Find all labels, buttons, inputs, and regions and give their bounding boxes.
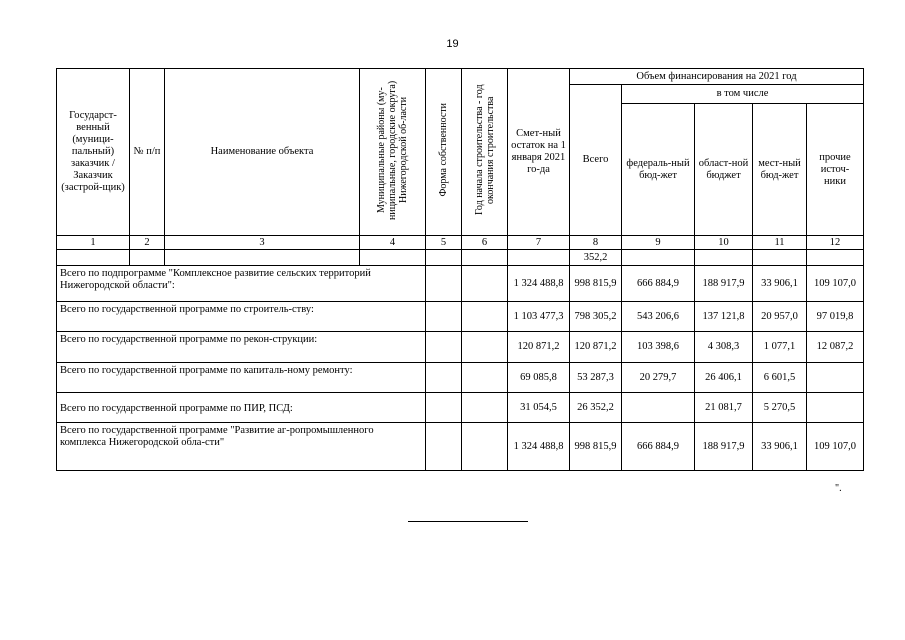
row-other: 109 107,0 — [807, 266, 864, 302]
separator-line — [408, 521, 528, 522]
row-estimate: 120 871,2 — [508, 332, 570, 363]
table-row — [57, 423, 864, 471]
header-local: мест-ный бюд-жет — [753, 104, 807, 236]
row-regional: 188 917,9 — [695, 423, 753, 471]
col-number: 11 — [753, 236, 807, 250]
table-row — [57, 332, 864, 363]
header-customer: Государст-венный (муници-пальный) заказчик / Заказчик (застрой-щик) — [57, 69, 130, 236]
row-total: 998 815,9 — [570, 266, 622, 302]
carry-total: 352,2 — [570, 250, 622, 266]
header-object-name: Наименование объекта — [165, 69, 360, 236]
row-other — [807, 363, 864, 393]
header-federal: федераль-ный бюд-жет — [622, 104, 695, 236]
row-federal: 666 884,9 — [622, 266, 695, 302]
row-estimate: 31 054,5 — [508, 393, 570, 423]
row-local: 5 270,5 — [753, 393, 807, 423]
row-total: 26 352,2 — [570, 393, 622, 423]
column-numbers-row — [57, 236, 864, 250]
row-federal: 666 884,9 — [622, 423, 695, 471]
table-row — [57, 393, 864, 423]
row-total: 120 871,2 — [570, 332, 622, 363]
row-name: Всего по государственной программе по рекон-струкции: — [57, 332, 426, 363]
row-name: Всего по государственной программе по капиталь-ному ремонту: — [57, 363, 426, 393]
page-number: 19 — [446, 38, 459, 50]
header-regional: област-ной бюджет — [695, 104, 753, 236]
header-other: прочие источ-ники — [807, 104, 864, 236]
header-funding-group: Объем финансирования на 2021 год — [570, 69, 864, 85]
row-other: 97 019,8 — [807, 302, 864, 332]
col-number: 12 — [807, 236, 864, 250]
carry-over-row — [57, 250, 864, 266]
table-row — [57, 266, 864, 302]
table-row — [57, 302, 864, 332]
row-federal: 543 206,6 — [622, 302, 695, 332]
header-ownership-text: Форма собственности — [438, 103, 449, 197]
row-regional: 188 917,9 — [695, 266, 753, 302]
row-total: 998 815,9 — [570, 423, 622, 471]
header-including: в том числе — [622, 85, 864, 104]
header-municipal-districts-text: Муниципальные районы (му-ниципальные, городские округа) Нижегородской об-ласти — [376, 80, 409, 220]
row-local: 33 906,1 — [753, 423, 807, 471]
row-name: Всего по государственной программе "Развитие аг-ропромышленного комплекса Нижегородской обла-сти" — [57, 423, 426, 471]
col-number: 9 — [622, 236, 695, 250]
row-total: 53 287,3 — [570, 363, 622, 393]
row-estimate: 1 103 477,3 — [508, 302, 570, 332]
col-number: 8 — [570, 236, 622, 250]
row-local: 6 601,5 — [753, 363, 807, 393]
financing-table — [56, 68, 864, 471]
row-regional: 21 081,7 — [695, 393, 753, 423]
row-other — [807, 393, 864, 423]
row-federal: 20 279,7 — [622, 363, 695, 393]
row-other: 109 107,0 — [807, 423, 864, 471]
col-number: 10 — [695, 236, 753, 250]
col-number: 4 — [360, 236, 426, 250]
row-name: Всего по государственной программе по ПИР, ПСД: — [57, 393, 426, 423]
row-regional: 4 308,3 — [695, 332, 753, 363]
row-name: Всего по государственной программе по строитель-ству: — [57, 302, 426, 332]
row-total: 798 305,2 — [570, 302, 622, 332]
col-number: 7 — [508, 236, 570, 250]
row-local: 1 077,1 — [753, 332, 807, 363]
row-local: 33 906,1 — [753, 266, 807, 302]
closing-quote-mark: ". — [835, 483, 842, 494]
row-local: 20 957,0 — [753, 302, 807, 332]
header-municipal-districts — [360, 69, 426, 236]
header-ownership — [426, 69, 462, 236]
col-number: 6 — [462, 236, 508, 250]
row-regional: 26 406,1 — [695, 363, 753, 393]
col-number: 3 — [165, 236, 360, 250]
row-estimate: 1 324 488,8 — [508, 266, 570, 302]
col-number: 1 — [57, 236, 130, 250]
col-number: 2 — [130, 236, 165, 250]
row-estimate: 69 085,8 — [508, 363, 570, 393]
header-estimate-balance: Смет-ный остаток на 1 января 2021 го-да — [508, 69, 570, 236]
row-federal: 103 398,6 — [622, 332, 695, 363]
row-federal — [622, 393, 695, 423]
row-estimate: 1 324 488,8 — [508, 423, 570, 471]
table-row — [57, 363, 864, 393]
row-regional: 137 121,8 — [695, 302, 753, 332]
header-construction-years-text: Год начала строительства - год окончания строительства — [473, 84, 496, 216]
row-name: Всего по подпрограмме "Комплексное развитие сельских территорий Нижегородской области": — [57, 266, 426, 302]
row-other: 12 087,2 — [807, 332, 864, 363]
header-construction-years — [462, 69, 508, 236]
header-number: № п/п — [130, 69, 165, 236]
header-total: Всего — [570, 85, 622, 236]
col-number: 5 — [426, 236, 462, 250]
